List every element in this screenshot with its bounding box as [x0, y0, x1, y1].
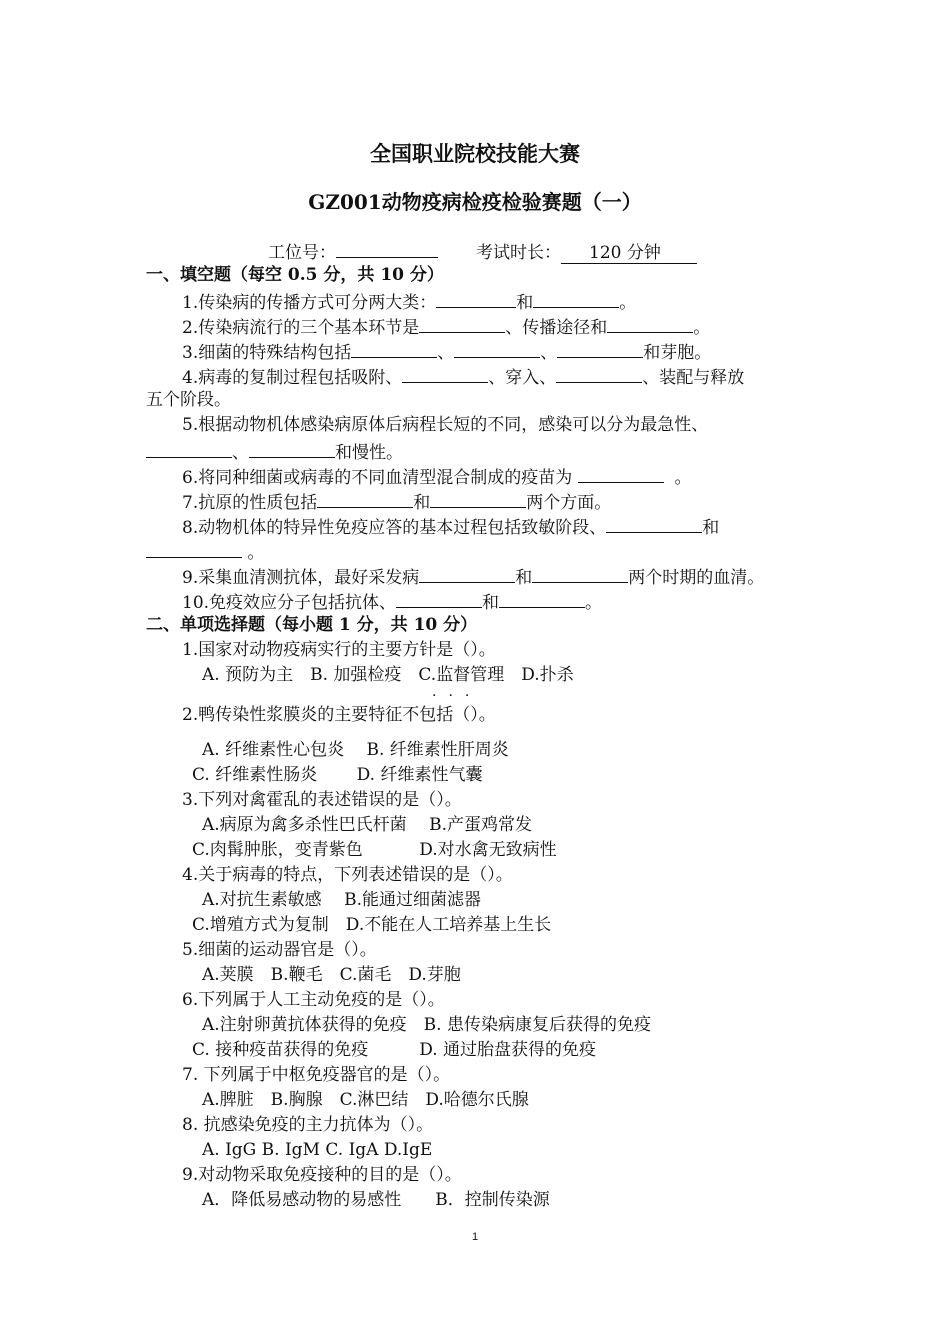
- choice-options-3b: C.肉髯肿胀，变青紫色 D.对水禽无致病性: [192, 840, 557, 860]
- choice-options-3a: A.病原为禽多杀性巴氏杆菌 B.产蛋鸡常发: [202, 815, 532, 835]
- choice-options-1: A. 预防为主 B. 加强检疫 C.监督管理 D.扑杀: [202, 665, 574, 685]
- fill-question-4-cont: 五个阶段。: [146, 390, 231, 410]
- choice-options-6a: A.注射卵黄抗体获得的免疫 B. 患传染病康复后获得的免疫: [202, 1015, 651, 1035]
- section-fill-heading: 一、填空题（每空 0.5 分，共 10 分）: [146, 265, 444, 285]
- choice-options-4a: A.对抗生素敏感 B.能通过细菌滤器: [202, 890, 481, 910]
- choice-question-5: 5.细菌的运动器官是（）。: [182, 940, 377, 960]
- station-blank: [336, 239, 438, 258]
- choice-options-7: A.脾脏 B.胸腺 C.淋巴结 D.哈德尔氏腺: [202, 1090, 529, 1110]
- page-number: 1: [471, 1231, 479, 1243]
- emphasis-dots: ···: [432, 688, 482, 704]
- choice-question-8: 8. 抗感染免疫的主力抗体为（）。: [182, 1115, 434, 1135]
- fill-question-8: 8.动物机体的特异性免疫应答的基本过程包括致敏阶段、 和: [182, 514, 719, 539]
- section-choice-heading: 二、单项选择题（每小题 1 分，共 10 分）: [146, 615, 478, 635]
- fill-question-7: 7.抗原的性质包括 和 两个方面。: [182, 489, 611, 514]
- choice-question-1: 1.国家对动物疫病实行的主要方针是（）。: [182, 640, 496, 660]
- fill-question-9: 9.采集血清测抗体，最好采发病 和 两个时期的血清。: [182, 564, 764, 589]
- fill-question-3: 3.细菌的特殊结构包括 、 、 和芽胞。: [182, 339, 711, 364]
- fill-question-6: 6.将同种细菌或病毒的不同血清型混合制成的疫苗为 。: [182, 464, 691, 489]
- fill-question-5: 5.根据动物机体感染病原体后病程长短的不同，感染可以分为最急性、: [182, 415, 709, 435]
- fill-question-1: 1.传染病的传播方式可分两大类： 和 。: [182, 289, 636, 314]
- choice-options-5: A.荚膜 B.鞭毛 C.菌毛 D.芽胞: [202, 965, 461, 985]
- page-subtitle: GZ001动物疫病检疫检验赛题（一）: [308, 190, 642, 214]
- choice-question-4: 4.关于病毒的特点，下列表述错误的是（）。: [182, 865, 513, 885]
- fill-question-4: 4.病毒的复制过程包括吸附、 、穿入、 、装配与释放: [182, 364, 744, 389]
- fill-question-10: 10.免疫效应分子包括抗体、 和 。: [182, 589, 602, 614]
- choice-options-8: A. IgG B. IgM C. IgA D.IgE: [202, 1140, 433, 1160]
- choice-options-2b: C. 纤维素性肠炎 D. 纤维素性气囊: [192, 765, 483, 785]
- fill-question-5-cont: 、 和慢性。: [146, 439, 403, 464]
- choice-options-9: A．降低易感动物的易感性 B．控制传染源: [202, 1190, 550, 1210]
- choice-question-2: 2.鸭传染性浆膜炎的主要特征不包括（）。: [182, 705, 496, 725]
- fill-question-8-cont: 。: [146, 539, 264, 564]
- fill-question-2: 2.传染病流行的三个基本环节是 、传播途径和 。: [182, 314, 710, 339]
- time-label: 考试时长：: [476, 243, 561, 263]
- choice-options-2a: A. 纤维素性心包炎 B. 纤维素性肝周炎: [202, 740, 509, 760]
- page-title: 全国职业院校技能大赛: [370, 141, 580, 166]
- choice-question-9: 9.对动物采取免疫接种的目的是（）。: [182, 1165, 462, 1185]
- exam-meta: [268, 238, 697, 264]
- choice-options-6b: C. 接种疫苗获得的免疫 D. 通过胎盘获得的免疫: [192, 1040, 597, 1060]
- choice-question-3: 3.下列对禽霍乱的表述错误的是（）。: [182, 790, 462, 810]
- choice-question-6: 6.下列属于人工主动免疫的是（）。: [182, 990, 445, 1010]
- station-label: 工位号：: [268, 243, 336, 263]
- time-value: 120 分钟: [561, 238, 697, 264]
- choice-options-4b: C.增殖方式为复制 D.不能在人工培养基上生长: [192, 915, 552, 935]
- choice-question-7: 7. 下列属于中枢免疫器官的是（）。: [182, 1065, 451, 1085]
